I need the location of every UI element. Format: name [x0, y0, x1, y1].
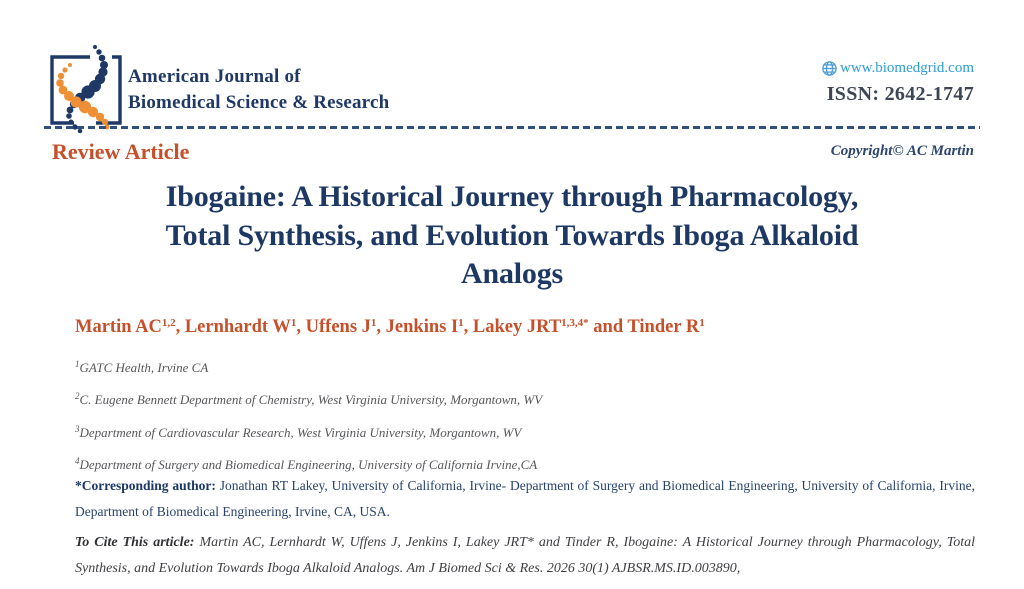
author-affiliation-superscript: 1,2 [161, 317, 176, 329]
citation-paragraph [75, 530, 975, 582]
article-title-line3: Analogs [461, 257, 563, 290]
article-title-line1: Ibogaine: A Historical Journey through Pharmacology, [165, 180, 859, 213]
copyright-notice: Copyright© AC Martin [830, 143, 974, 159]
author-affiliation-superscript: 1 [290, 317, 297, 329]
author-affiliation-superscript: 1,3,4* [561, 317, 589, 329]
affiliation-text: Department of Cardiovascular Research, West Virginia University, Morgantown, WV [79, 424, 522, 440]
author-name: , Uffens J [296, 317, 371, 337]
author-name: , Lernhardt W [175, 317, 291, 337]
article-title [0, 178, 1024, 294]
journal-website-link[interactable] [821, 60, 974, 77]
affiliation-text: Department of Surgery and Biomedical Engineering, University of California Irvine,CA [79, 457, 538, 473]
author-name: Martin AC [75, 317, 162, 337]
author-name: , Lakey JRT [463, 317, 562, 337]
affiliation-number: 4 [75, 456, 80, 467]
issn-number: ISSN: 2642-1747 [826, 83, 974, 105]
affiliation-line [75, 382, 542, 414]
affiliation-number: 1 [75, 359, 80, 369]
affiliation-line [75, 350, 542, 382]
journal-name-line1: American Journal of [128, 66, 301, 87]
journal-name-line2: Biomedical Science & Research [128, 92, 390, 113]
article-title-line2: Total Synthesis, and Evolution Towards Iboga Alkaloid [165, 218, 859, 252]
corresponding-author-text: Jonathan RT Lakey, University of California, Irvine- Department of Surgery and Biomedical Engineering, University of California, Irvine, Department of Biomedical Engineering, Irvine, CA, USA. [75, 478, 975, 519]
globe-icon [821, 60, 838, 77]
author-affiliation-superscript: 1 [699, 317, 705, 329]
article-type-label: Review Article [52, 139, 190, 164]
corresponding-author-paragraph [75, 473, 975, 524]
author-name: and Tinder R [588, 317, 700, 337]
affiliation-line [75, 415, 542, 447]
author-name: , Jenkins I [376, 317, 459, 337]
website-url[interactable]: www.biomedgrid.com [839, 60, 974, 76]
corresponding-author-label: *Corresponding author: [75, 478, 216, 493]
citation-label: To Cite This article: [75, 535, 195, 550]
journal-name [128, 64, 389, 116]
authors-line [75, 317, 705, 338]
dashed-divider [44, 126, 980, 129]
affiliation-text: GATC Health, Irvine CA [79, 360, 209, 375]
affiliations [75, 350, 542, 480]
author-affiliation-superscript: 1 [458, 317, 464, 329]
affiliation-number: 2 [75, 391, 80, 402]
affiliation-text: C. Eugene Bennett Department of Chemistry, West Virginia University, Morgantown, WV [79, 392, 543, 408]
author-affiliation-superscript: 1 [370, 317, 377, 329]
dna-helix-logo [44, 45, 128, 133]
affiliation-number: 3 [75, 423, 80, 434]
citation-text: Martin AC, Lernhardt W, Uffens J, Jenkins I, Lakey JRT* and Tinder R, Ibogaine: A Historical Journey through Pharmacology, Total Synthesis, and Evolution Towards Iboga Alkaloid Analogs. Am J Biomed Sci & Res. 2026 30(1) AJBSR.MS.ID.003890, [75, 535, 975, 576]
